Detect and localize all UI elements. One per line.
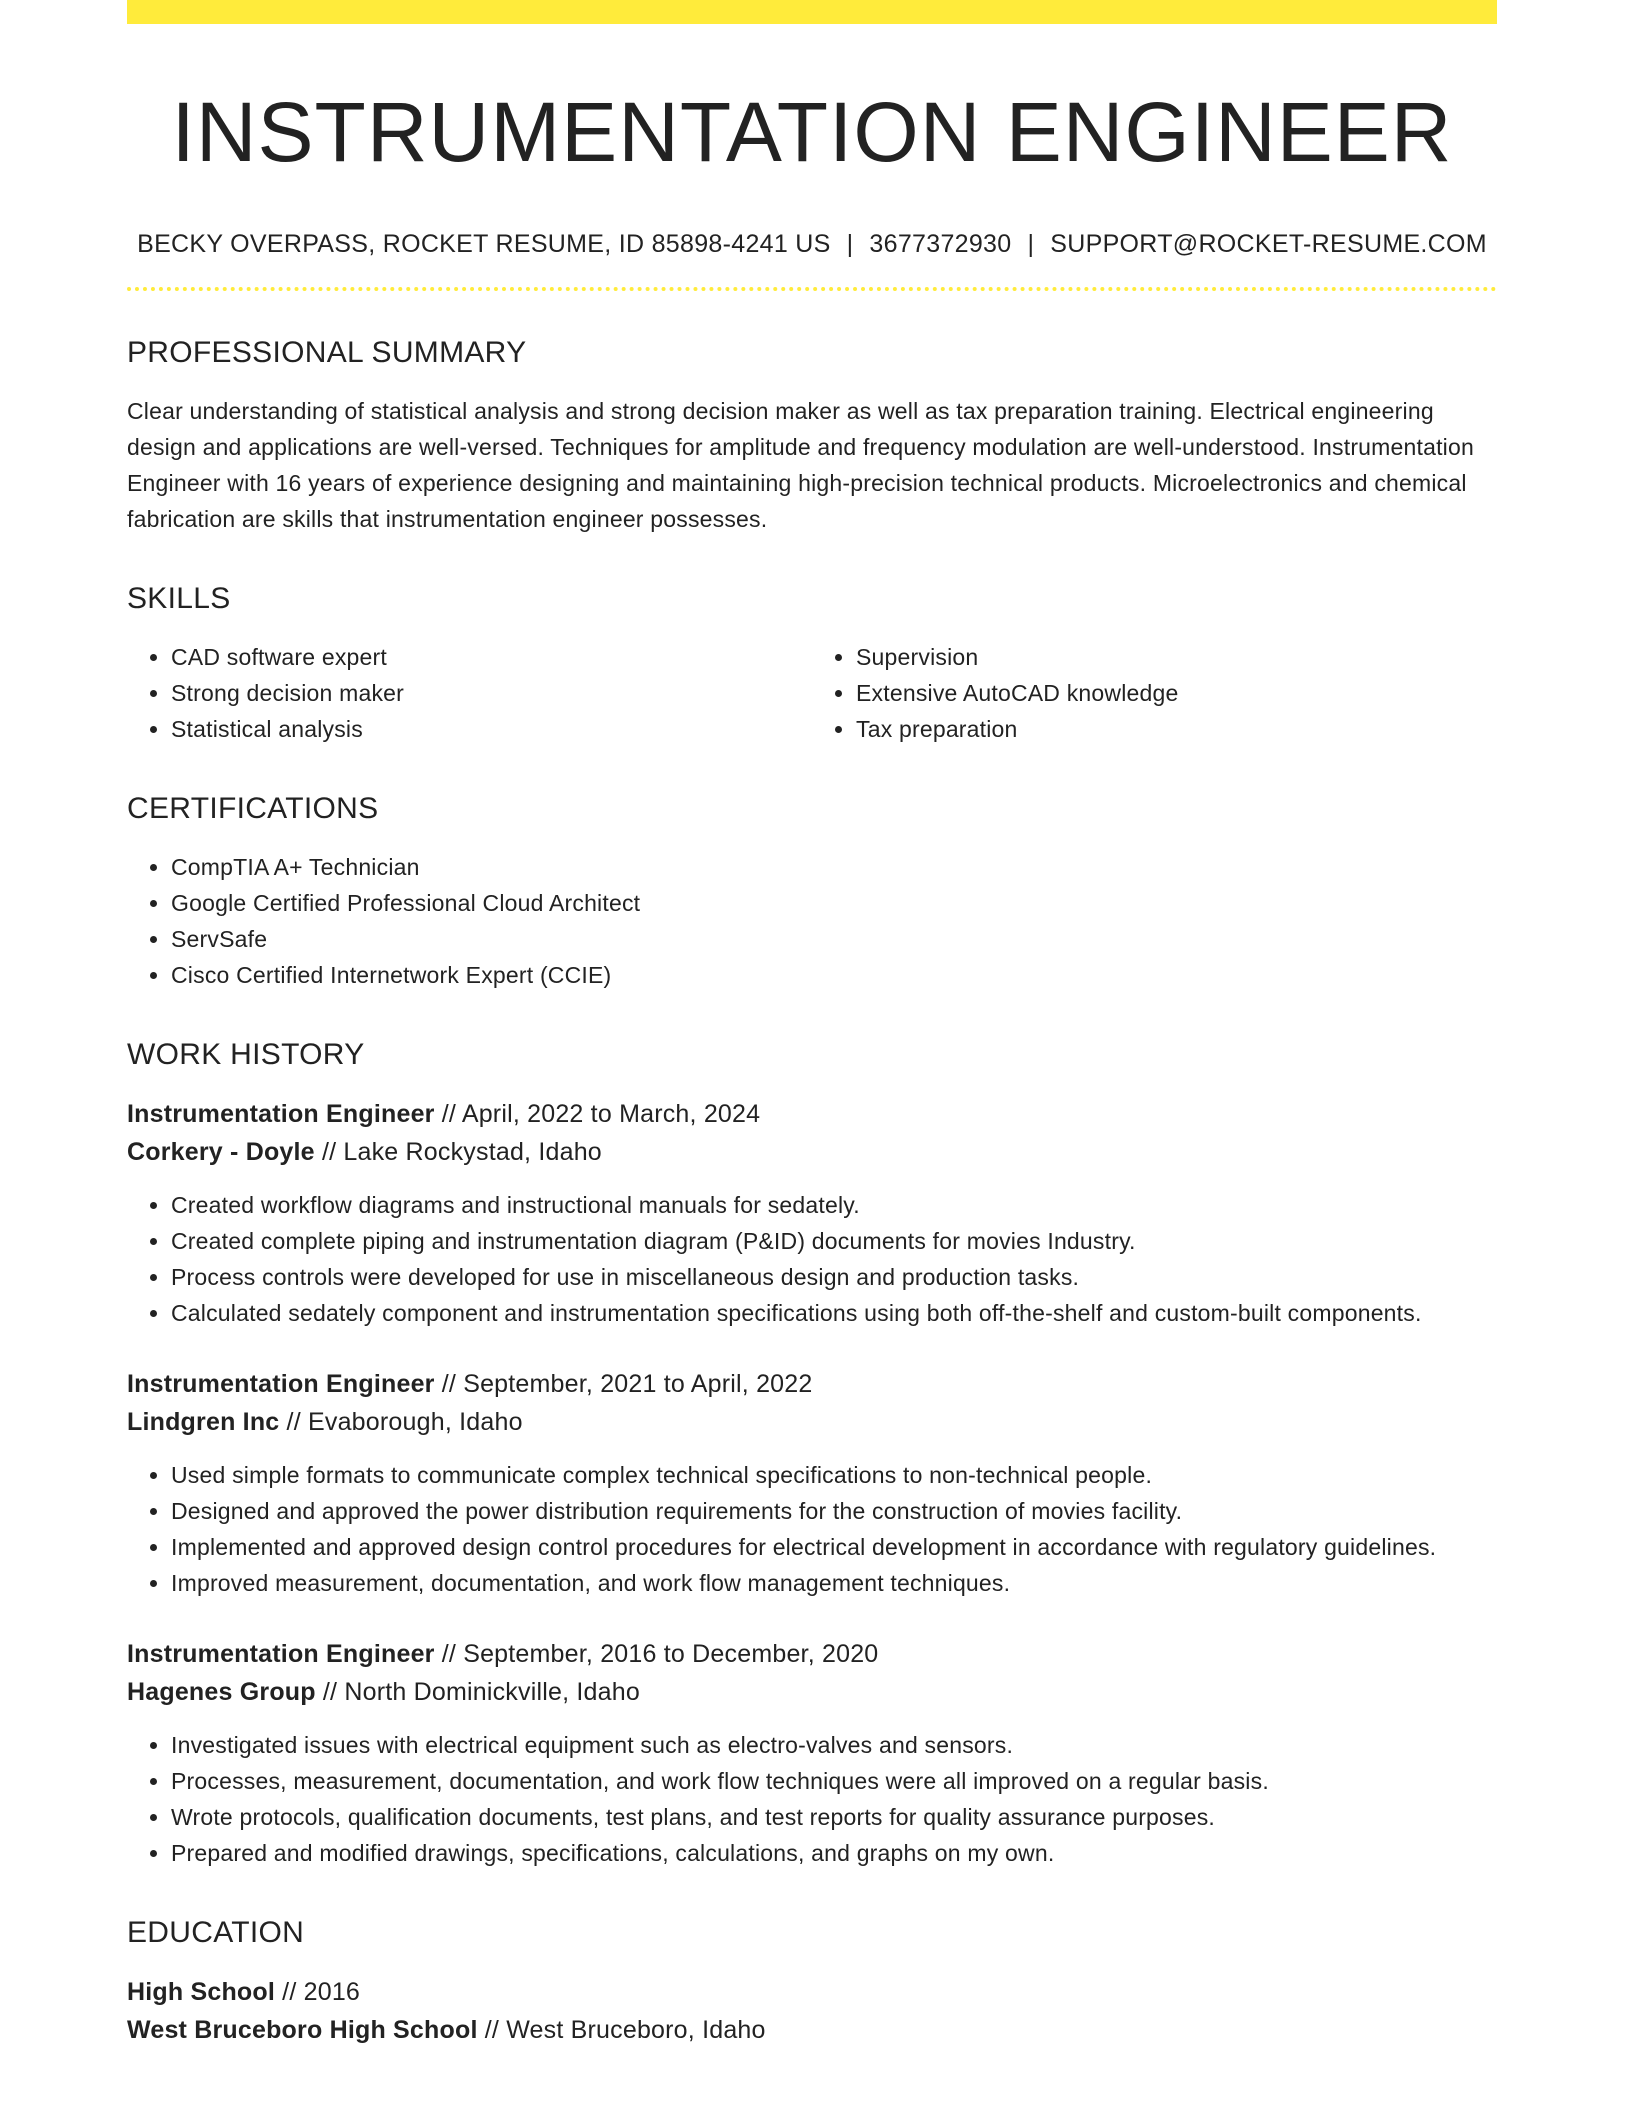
education-school-line	[127, 2011, 1497, 2049]
job-entry	[127, 1095, 1497, 1331]
job-title-line	[127, 1365, 1497, 1403]
job-dates: // September, 2021 to April, 2022	[434, 1370, 813, 1399]
skill-item: • Strong decision maker	[171, 675, 812, 711]
skill-item: • Supervision	[856, 639, 1497, 675]
dotted-divider	[127, 287, 1497, 291]
certifications-list	[127, 849, 1497, 993]
job-bullets	[127, 1457, 1497, 1601]
skills-list-left	[127, 639, 812, 747]
job-bullet: • Process controls were developed for use in miscellaneous design and production tasks.	[171, 1259, 1497, 1295]
contact-phone: 3677372930	[869, 230, 1012, 259]
job-entry	[127, 1365, 1497, 1601]
contact-email: SUPPORT@ROCKET-RESUME.COM	[1050, 230, 1487, 259]
job-bullet: • Calculated sedately component and instrumentation specifications using both off-the-shelf and custom-built components.	[171, 1295, 1497, 1331]
skill-item: • Statistical analysis	[171, 711, 812, 747]
summary-text: Clear understanding of statistical analysis and strong decision maker as well as tax preparation training. Electrical engineering design and applications are well-versed. Techniques for amplitude and frequency modulation are well-understood. Instrumentation Engineer with 16 years of experience designing and maintaining high-precision technical products. Microelectronics and chemical fabrication are skills that instrumentation engineer possesses.	[127, 398, 1474, 533]
job-title: Instrumentation Engineer	[127, 1370, 435, 1399]
education-degree: High School	[127, 1978, 276, 2007]
education-year: // 2016	[275, 1978, 361, 2007]
job-company: Hagenes Group	[127, 1678, 316, 1707]
section-heading-work-history: WORK HISTORY	[127, 1038, 365, 1072]
job-bullet: • Investigated issues with electrical equipment such as electro-valves and sensors.	[171, 1727, 1497, 1763]
section-heading-certifications: CERTIFICATIONS	[127, 792, 379, 826]
certification-item: • Google Certified Professional Cloud Architect	[171, 885, 1497, 921]
job-bullet: • Created workflow diagrams and instructional manuals for sedately.	[171, 1187, 1497, 1223]
certification-item: • ServSafe	[171, 921, 1497, 957]
job-bullet: • Used simple formats to communicate complex technical specifications to non-technical people.	[171, 1457, 1497, 1493]
section-heading-skills: SKILLS	[127, 582, 231, 616]
contact-address: BECKY OVERPASS, ROCKET RESUME, ID 85898-4241 US	[137, 230, 831, 259]
section-heading-education: EDUCATION	[127, 1916, 305, 1950]
job-location: // Evaborough, Idaho	[279, 1408, 523, 1437]
job-bullet: • Designed and approved the power distribution requirements for the construction of movies facility.	[171, 1493, 1497, 1529]
job-bullet: • Implemented and approved design control procedures for electrical development in accordance with regulatory guidelines.	[171, 1529, 1497, 1565]
contact-separator: |	[846, 230, 854, 259]
job-bullet: • Improved measurement, documentation, and work flow management techniques.	[171, 1565, 1497, 1601]
education-entry	[127, 1973, 1497, 2049]
job-title-line	[127, 1635, 1497, 1673]
job-bullet: • Prepared and modified drawings, specifications, calculations, and graphs on my own.	[171, 1835, 1497, 1871]
job-company: Lindgren Inc	[127, 1408, 280, 1437]
skill-item: • Extensive AutoCAD knowledge	[856, 675, 1497, 711]
job-company-line	[127, 1403, 1497, 1441]
skills-grid	[127, 639, 1497, 747]
job-bullets	[127, 1727, 1497, 1871]
job-title: Instrumentation Engineer	[127, 1100, 435, 1129]
education-location: // West Bruceboro, Idaho	[477, 2016, 766, 2045]
job-location: // North Dominickville, Idaho	[315, 1678, 640, 1707]
certification-item: • CompTIA A+ Technician	[171, 849, 1497, 885]
education-degree-line	[127, 1973, 1497, 2011]
skill-item: • Tax preparation	[856, 711, 1497, 747]
certification-item: • Cisco Certified Internetwork Expert (CCIE)	[171, 957, 1497, 993]
job-bullet: • Created complete piping and instrumentation diagram (P&ID) documents for movies Industry.	[171, 1223, 1497, 1259]
education-school: West Bruceboro High School	[127, 2016, 478, 2045]
job-company-line	[127, 1133, 1497, 1171]
section-heading-summary: PROFESSIONAL SUMMARY	[127, 336, 527, 370]
job-location: // Lake Rockystad, Idaho	[314, 1138, 602, 1167]
skills-list-right	[812, 639, 1497, 747]
job-company: Corkery - Doyle	[127, 1138, 315, 1167]
job-bullets	[127, 1187, 1497, 1331]
job-title: Instrumentation Engineer	[127, 1640, 435, 1669]
resume-page	[127, 0, 1497, 2049]
job-dates: // September, 2016 to December, 2020	[434, 1640, 879, 1669]
job-entry	[127, 1635, 1497, 1871]
accent-bar	[127, 0, 1497, 24]
skill-item: • CAD software expert	[171, 639, 812, 675]
job-bullet: • Processes, measurement, documentation, and work flow techniques were all improved on a regular basis.	[171, 1763, 1497, 1799]
job-title-line	[127, 1095, 1497, 1133]
contact-line	[127, 230, 1497, 259]
contact-separator: |	[1027, 230, 1035, 259]
job-dates: // April, 2022 to March, 2024	[434, 1100, 761, 1129]
resume-title: INSTRUMENTATION ENGINEER	[171, 85, 1453, 179]
job-company-line	[127, 1673, 1497, 1711]
job-bullet: • Wrote protocols, qualification documents, test plans, and test reports for quality assurance purposes.	[171, 1799, 1497, 1835]
